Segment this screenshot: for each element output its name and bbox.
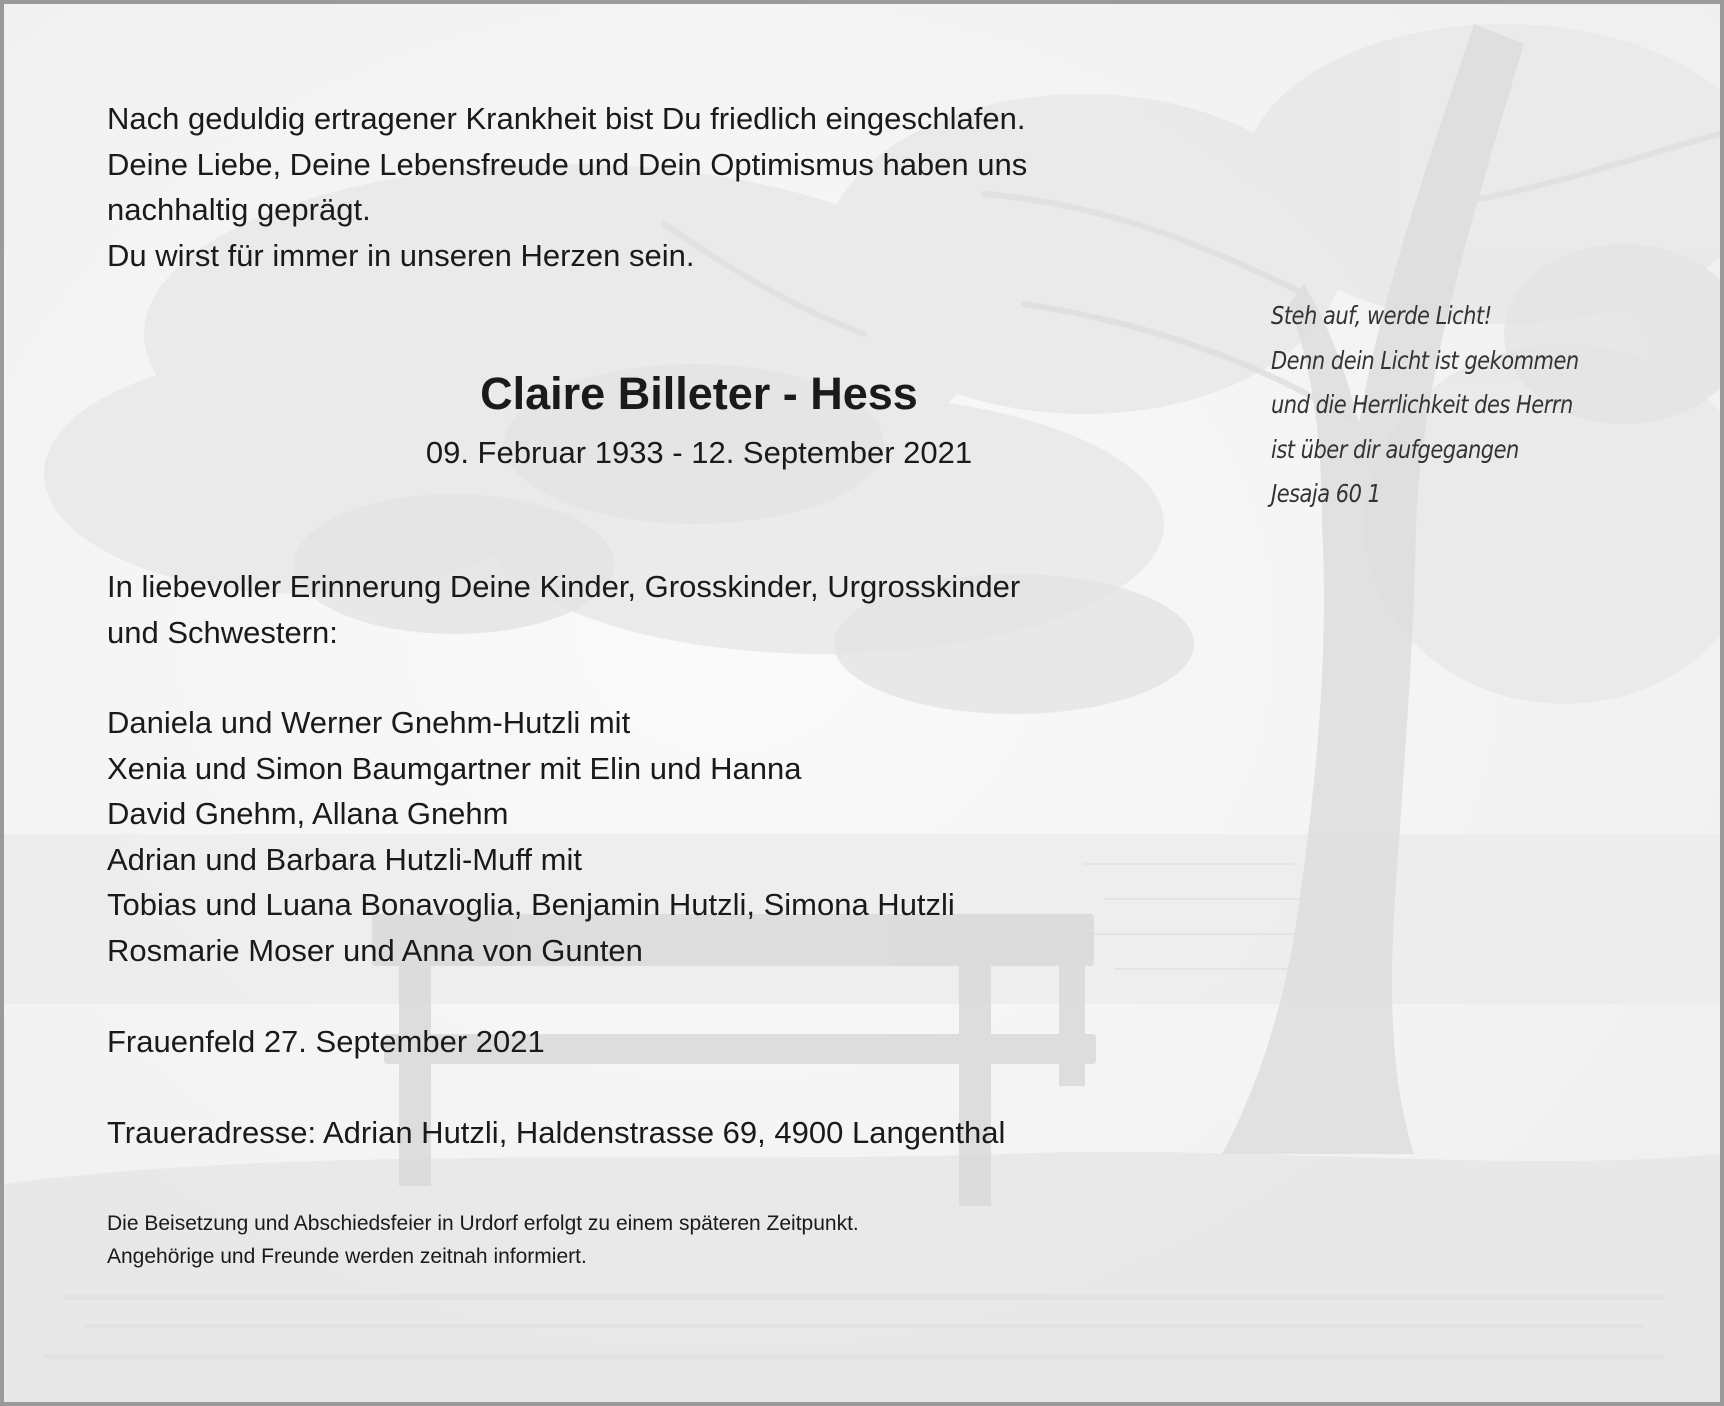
remembrance-line: und Schwestern: xyxy=(107,615,338,650)
family-member: Xenia und Simon Baumgartner mit Elin und Hanna xyxy=(107,750,802,786)
verse-line: Steh auf, werde Licht! xyxy=(1271,301,1492,330)
remembrance-line: In liebevoller Erinnerung Deine Kinder, Grosskinder, Urgrosskinder xyxy=(107,569,1021,604)
family-member: Adrian und Barbara Hutzli-Muff mit xyxy=(107,841,582,877)
bible-verse xyxy=(1271,294,1579,517)
family-member: Daniela und Werner Gnehm-Hutzli mit xyxy=(107,705,631,740)
notice-line: Die Beisetzung und Abschiedsfeier in Urdorf erfolgt zu einem späteren Zeitpunkt. xyxy=(107,1212,859,1235)
verse-line: ist über dir aufgegangen xyxy=(1271,434,1519,464)
family-member: David Gnehm, Allana Gnehm xyxy=(107,796,509,831)
deceased-name: Claire Billeter - Hess xyxy=(480,368,918,419)
family-list xyxy=(107,700,955,973)
intro-line: nachhaltig geprägt. xyxy=(107,192,371,227)
verse-line: und die Herrlichkeit des Herrn xyxy=(1271,390,1573,419)
intro-paragraph xyxy=(107,96,1027,278)
verse-line: Denn dein Licht ist gekommen xyxy=(1271,345,1579,375)
intro-line: Deine Liebe, Deine Lebensfreude und Dein Optimismus haben uns xyxy=(107,146,1028,182)
family-member: Tobias und Luana Bonavoglia, Benjamin Hutzli, Simona Hutzli xyxy=(107,887,955,922)
mourning-address: Traueradresse: Adrian Hutzli, Haldenstrasse 69, 4900 Langenthal xyxy=(107,1115,1006,1150)
funeral-notice xyxy=(107,1207,859,1273)
notice-line: Angehörige und Freunde werden zeitnah informiert. xyxy=(107,1245,587,1268)
intro-line: Du wirst für immer in unseren Herzen sein. xyxy=(107,237,695,273)
remembrance-text xyxy=(107,564,1020,656)
place-and-date: Frauenfeld 27. September 2021 xyxy=(107,1024,545,1059)
life-dates: 09. Februar 1933 - 12. September 2021 xyxy=(425,435,973,470)
family-member: Rosmarie Moser und Anna von Gunten xyxy=(107,932,643,968)
intro-line: Nach geduldig ertragener Krankheit bist Du friedlich eingeschlafen. xyxy=(107,101,1026,136)
verse-reference: Jesaja 60 1 xyxy=(1271,479,1381,508)
